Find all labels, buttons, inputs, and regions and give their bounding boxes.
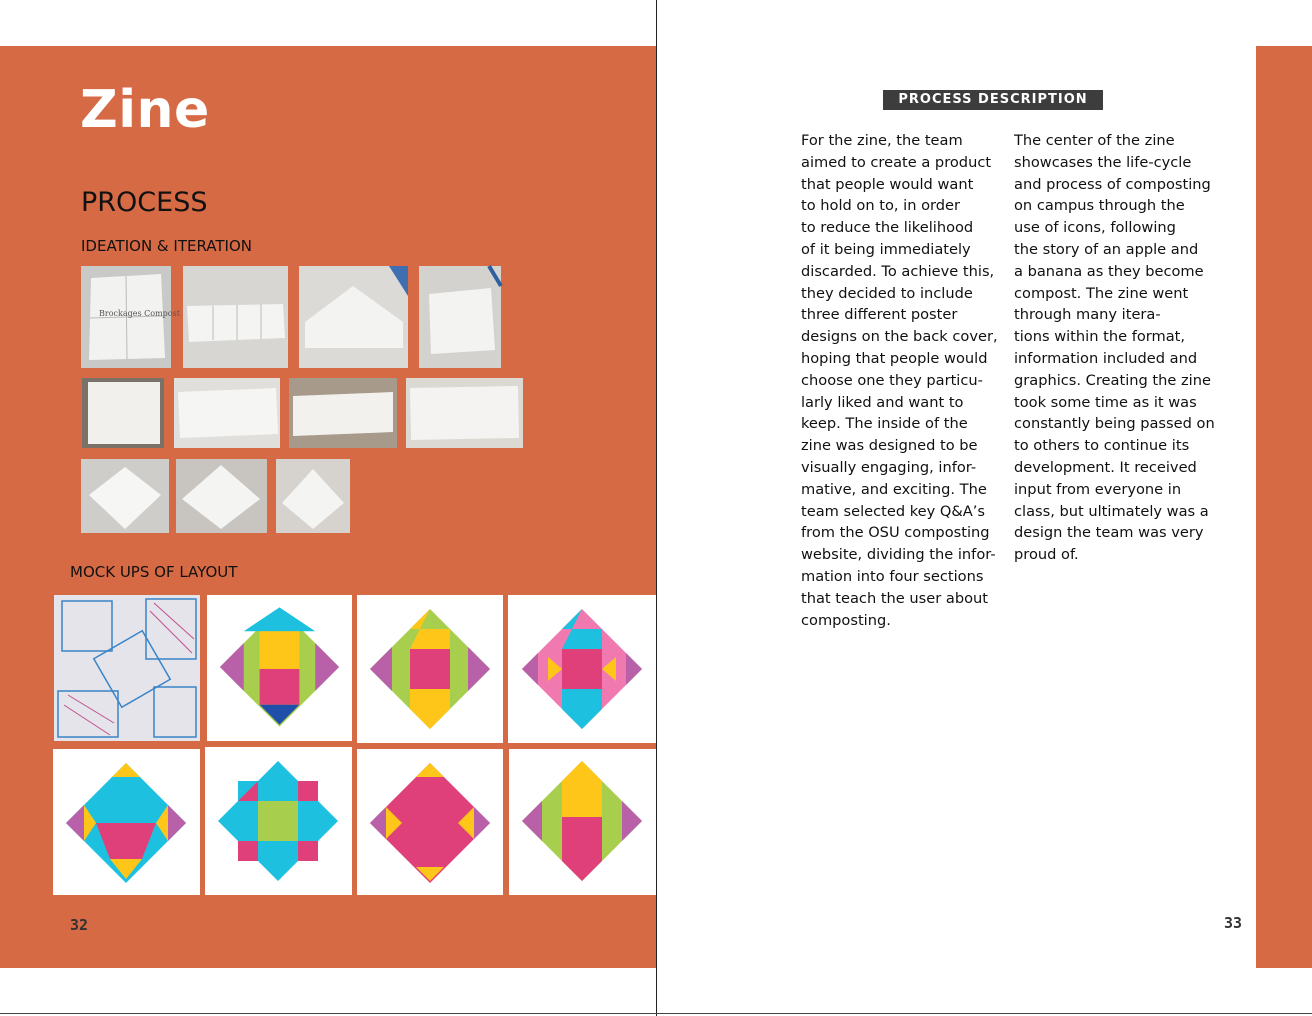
ideation-photo: [183, 266, 288, 368]
ideation-photo: [81, 459, 169, 533]
mockup-design-2: [357, 595, 503, 743]
mockup-design-1: [207, 595, 352, 741]
description-column-1: For the zine, the team aimed to create a product that people would want to hold on to, in order to reduce the likelihood of it being immediately discarded. To achieve this, they decided to include three different poster designs on the back cover, hoping that people would choose one they particu- larly liked and want to keep. The inside of the zine was designed to be visually engaging, infor- mative, and exciting. The team selected key Q&A’s from the OSU composting website, dividing the infor- mation into four sections that teach the user about composting.: [801, 132, 998, 629]
description-column-2: The center of the zine showcases the life-cycle and process of composting on campus through the use of icons, following the story of an apple and a banana as they become compost. The zine went through many itera- tions within the format, information included and graphics. Creating the zine took some time as it was constantly being passed on to others to continue its development. It received input from everyone in class, but ultimately was a design the team was very proud of.: [1014, 132, 1215, 564]
handwriting-text: Brockages Compost: [99, 309, 180, 318]
page-bottom-edge: [0, 1013, 1312, 1014]
mockup-design-3: [508, 595, 656, 743]
ideation-photo: [176, 459, 267, 533]
ideation-photo: [276, 459, 350, 533]
ideation-photo: [81, 266, 180, 368]
page-number-right: 33: [1224, 914, 1243, 932]
ideation-photo: [289, 378, 397, 448]
page-spine: [656, 0, 657, 1016]
ideation-photo: [299, 266, 408, 368]
page-number-left: 32: [70, 916, 89, 934]
mockup-sketch: [54, 595, 200, 741]
ideation-subheading: IDEATION & ITERATION: [81, 237, 252, 255]
mockup-design-7: [509, 749, 656, 895]
mockup-design-4: [53, 749, 200, 895]
section-label: PROCESS DESCRIPTION: [883, 90, 1103, 110]
mockups-subheading: MOCK UPS OF LAYOUT: [70, 563, 238, 581]
mockup-design-6: [357, 749, 503, 895]
mockup-design-5: [205, 747, 352, 895]
ideation-photo: [419, 266, 501, 368]
process-heading: PROCESS: [81, 187, 208, 218]
ideation-photo: [174, 378, 280, 448]
ideation-photo: [82, 378, 164, 448]
right-page-accent-bar: [1256, 46, 1312, 968]
page-title: Zine: [80, 80, 210, 140]
ideation-photo: [406, 378, 523, 448]
